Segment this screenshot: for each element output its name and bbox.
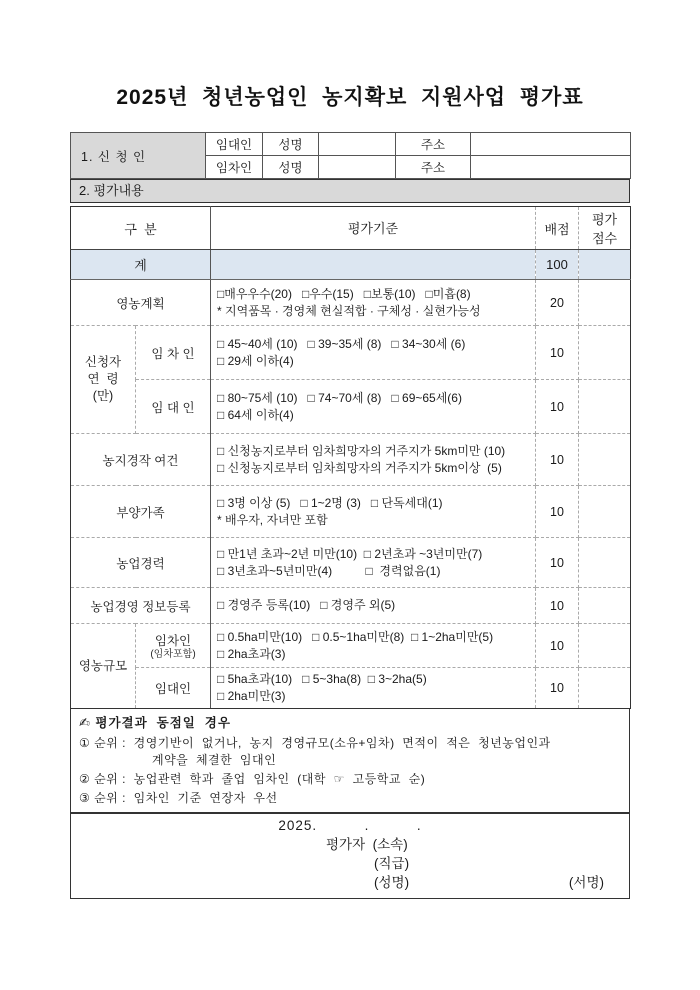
age-lessor-options2: □ 64세 이하(4) xyxy=(217,407,294,422)
form-title: 2025년 청년농업인 농지확보 지원사업 평가표 xyxy=(116,86,584,109)
row-age-lessor xyxy=(71,380,631,434)
age-lessee-options1: □ 45~40세 (10) □ 39~35세 (8) □ 34~30세 (6) xyxy=(217,336,466,351)
scale-lessor-criteria xyxy=(211,668,536,709)
dependents-options: □ 3명 이상 (5) □ 1~2명 (3) □ 단독세대(1) xyxy=(217,495,443,510)
position-row xyxy=(374,855,629,873)
row-scale-lessee xyxy=(71,624,631,668)
age-group-line3: (만) xyxy=(92,389,114,403)
plan-label: 영농계획 xyxy=(71,280,211,326)
score-cell xyxy=(579,668,631,709)
plan-criteria xyxy=(211,280,536,326)
tiebreak-note-box xyxy=(70,708,630,814)
scale-lessor-options1: □ 5ha초과(10) □ 5~3ha(8) □ 3~2ha(5) xyxy=(217,672,427,686)
score-cell xyxy=(579,280,631,326)
age-lessor-points: 10 xyxy=(536,380,579,434)
header-score-line2: 점수 xyxy=(591,231,618,246)
dependents-note: * 배우자, 자녀만 포함 xyxy=(217,512,328,527)
career-options2: □ 3년초과~5년미만(4) □ 경력없음(1) xyxy=(217,563,441,578)
row-dependents xyxy=(71,486,631,538)
evaluator-row xyxy=(326,836,629,854)
age-lessee-options2: □ 29세 이하(4) xyxy=(217,353,294,368)
lessor-address-value xyxy=(471,133,631,156)
row-scale-lessor xyxy=(71,668,631,709)
score-cell xyxy=(579,624,631,668)
scale-group-label: 영농규모 xyxy=(71,624,136,709)
applicant-section-label: 1. 신 청 인 xyxy=(71,133,206,179)
section2-banner: 2. 평가내용 xyxy=(70,179,630,203)
cultivation-points: 10 xyxy=(536,434,579,486)
scale-lessee-points: 10 xyxy=(536,624,579,668)
evaluation-table xyxy=(70,206,631,709)
plan-options: □매우우수(20) □우수(15) □보통(10) □미흡(8) xyxy=(217,286,471,301)
age-lessee-criteria xyxy=(211,326,536,380)
total-criteria xyxy=(211,250,536,280)
evaluator-name-field: (성명) xyxy=(374,875,410,890)
plan-note: * 지역품목 · 경영체 현실적합 · 구체성 · 실현가능성 xyxy=(217,303,481,318)
total-score-cell xyxy=(579,250,631,280)
dependents-points: 10 xyxy=(536,486,579,538)
name-row xyxy=(374,874,629,892)
age-group-line2: 연 령 xyxy=(87,372,119,386)
career-options1: □ 만1년 초과~2년 미만(10) □ 2년초과 ~3년미만(7) xyxy=(217,546,483,561)
scale-lessee-criteria xyxy=(211,624,536,668)
name-label: 성명 xyxy=(263,156,319,179)
age-lessor-label: 임 대 인 xyxy=(136,380,211,434)
lessor-name-value xyxy=(319,133,396,156)
role-label-lessee: 임차인 xyxy=(206,156,263,179)
plan-points: 20 xyxy=(536,280,579,326)
score-cell xyxy=(579,486,631,538)
scale-lessor-options2: □ 2ha미만(3) xyxy=(217,689,286,703)
tiebreak-item-3: ③ 순위 : 임차인 기준 연장자 우선 xyxy=(79,790,278,805)
score-cell xyxy=(579,326,631,380)
evaluation-date: 2025. . . xyxy=(278,818,422,833)
total-points: 100 xyxy=(536,250,579,280)
signature-field: (서명) xyxy=(568,875,604,890)
eval-header-row xyxy=(71,207,631,250)
age-lessor-criteria xyxy=(211,380,536,434)
tiebreak-item-1: ① 순위 : 경영기반이 없거나, 농지 경영규모(소유+임차) 면적이 적은 청년농업인과 xyxy=(79,735,551,750)
name-label: 성명 xyxy=(263,133,319,156)
dependents-criteria xyxy=(211,486,536,538)
row-age-lessee xyxy=(71,326,631,380)
scale-lessor-label: 임대인 xyxy=(136,668,211,709)
career-points: 10 xyxy=(536,538,579,588)
age-lessee-points: 10 xyxy=(536,326,579,380)
applicant-table xyxy=(70,132,631,179)
tiebreak-heading-text: 평가결과 동점일 경우 xyxy=(95,715,231,730)
signature-box xyxy=(70,812,630,899)
tiebreak-item-1-cont: 계약을 체결한 임대인 xyxy=(152,752,277,767)
scale-lessee-label-main: 임차인 xyxy=(154,633,192,648)
row-registration xyxy=(71,588,631,624)
scale-lessee-label-sub: (임차포함) xyxy=(150,648,196,660)
affiliation-field: (소속) xyxy=(372,837,408,852)
cultivation-option1: □ 신청농지로부터 임차희망자의 거주지가 5km미만 (10) xyxy=(217,443,506,458)
row-farming-plan xyxy=(71,280,631,326)
cultivation-option2: □ 신청농지로부터 임차희망자의 거주지가 5km이상 (5) xyxy=(217,460,502,475)
dependents-label: 부양가족 xyxy=(71,486,211,538)
header-criteria: 평가기준 xyxy=(211,207,536,250)
tiebreak-heading xyxy=(79,714,621,732)
total-row xyxy=(71,250,631,280)
scale-lessee-options2: □ 2ha초과(3) xyxy=(217,646,286,661)
score-cell xyxy=(579,538,631,588)
registration-points: 10 xyxy=(536,588,579,624)
row-cultivation xyxy=(71,434,631,486)
tiebreak-item-2: ② 순위 : 농업관련 학과 졸업 임차인 (대학 ☞ 고등학교 순) xyxy=(79,771,426,786)
total-label: 계 xyxy=(71,250,211,280)
header-score-line1: 평가 xyxy=(591,212,618,227)
cultivation-label: 농지경작 여건 xyxy=(71,434,211,486)
scale-lessee-label xyxy=(136,624,211,668)
cultivation-criteria xyxy=(211,434,536,486)
age-group-label xyxy=(71,326,136,434)
scale-lessee-options1: □ 0.5ha미만(10) □ 0.5~1ha미만(8) □ 1~2ha미만(5) xyxy=(217,629,494,644)
header-points: 배점 xyxy=(536,207,579,250)
address-label: 주소 xyxy=(396,133,471,156)
registration-criteria xyxy=(211,588,536,624)
address-label: 주소 xyxy=(396,156,471,179)
lessee-name-value xyxy=(319,156,396,179)
age-lessee-label: 임 차 인 xyxy=(136,326,211,380)
score-cell xyxy=(579,588,631,624)
score-cell xyxy=(579,380,631,434)
header-score xyxy=(579,207,631,250)
career-criteria xyxy=(211,538,536,588)
registration-label: 농업경영 정보등록 xyxy=(71,588,211,624)
evaluator-label: 평가자 xyxy=(326,837,366,852)
scale-lessor-points: 10 xyxy=(536,668,579,709)
age-lessor-options1: □ 80~75세 (10) □ 74~70세 (8) □ 69~65세(6) xyxy=(217,390,462,405)
career-label: 농업경력 xyxy=(71,538,211,588)
age-group-line1: 신청자 xyxy=(84,355,122,369)
registration-options: □ 경영주 등록(10) □ 경영주 외(5) xyxy=(217,598,396,612)
lessee-address-value xyxy=(471,156,631,179)
score-cell xyxy=(579,434,631,486)
header-category: 구 분 xyxy=(71,207,211,250)
row-career xyxy=(71,538,631,588)
position-field: (직급) xyxy=(374,856,410,871)
role-label-lessor: 임대인 xyxy=(206,133,263,156)
pencil-icon: ✍ xyxy=(79,714,91,730)
applicant-row-lessor xyxy=(71,133,631,156)
